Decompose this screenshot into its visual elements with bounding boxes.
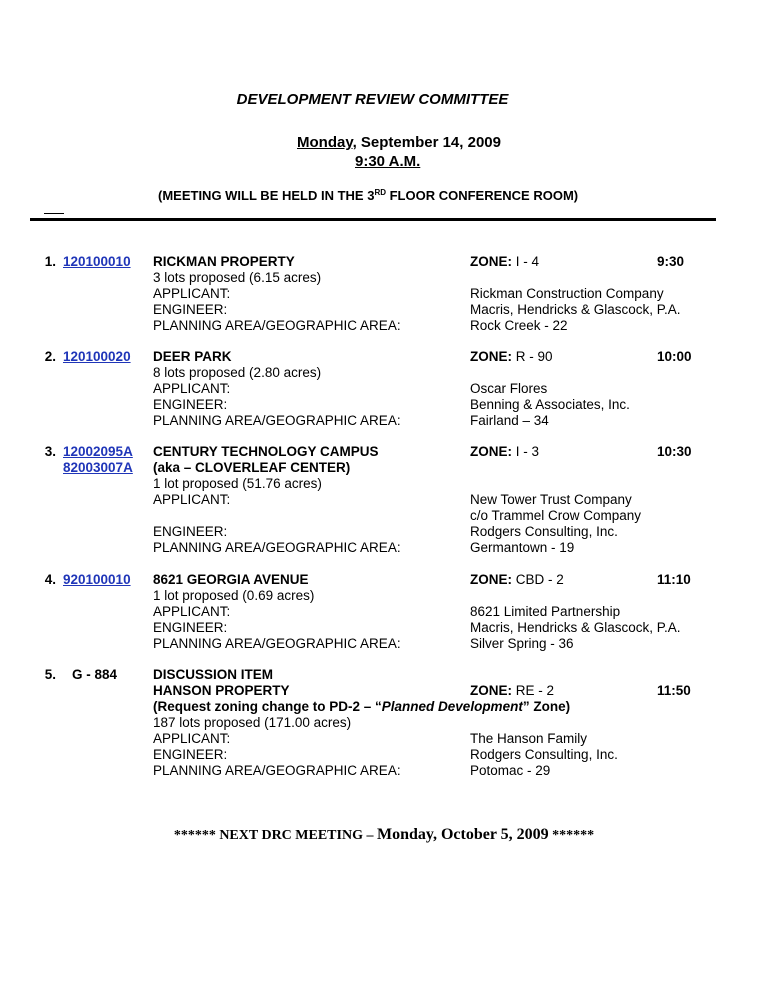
zone-value: CBD - 2 (512, 572, 564, 587)
item-name: HANSON PROPERTY (153, 683, 290, 698)
planning-area-label: PLANNING AREA/GEOGRAPHIC AREA: (153, 636, 401, 651)
applicant-value: Rickman Construction Company (470, 286, 664, 301)
zone-label: ZONE: (470, 349, 512, 364)
engineer-value: Benning & Associates, Inc. (470, 397, 630, 412)
zone-label: ZONE: (470, 254, 512, 269)
meeting-location (158, 188, 578, 204)
item-time: 10:00 (657, 349, 692, 364)
item-name: 8621 GEORGIA AVENUE (153, 572, 309, 587)
applicant-value: 8621 Limited Partnership (470, 604, 621, 619)
item-name: RICKMAN PROPERTY (153, 254, 295, 269)
item-time: 11:50 (657, 683, 691, 698)
request-text-emphasis: Planned Development (381, 699, 523, 714)
engineer-value: Macris, Hendricks & Glascock, P.A. (470, 620, 681, 635)
plan-number-link[interactable]: 12002095A (63, 444, 133, 459)
lots-proposed: 8 lots proposed (2.80 acres) (153, 365, 322, 380)
item-time: 11:10 (657, 572, 691, 587)
applicant-label: APPLICANT: (153, 731, 231, 746)
engineer-label: ENGINEER: (153, 302, 228, 317)
item-aka: (aka – CLOVERLEAF CENTER) (153, 460, 351, 475)
divider-tick (44, 213, 64, 214)
engineer-value: Macris, Hendricks & Glascock, P.A. (470, 302, 681, 317)
engineer-label: ENGINEER: (153, 397, 228, 412)
zone-label: ZONE: (470, 683, 512, 698)
room-superscript: RD (374, 188, 386, 197)
zone-value: I - 4 (512, 254, 540, 269)
room-text-pre: (MEETING WILL BE HELD IN THE 3 (158, 188, 375, 203)
plan-number-link[interactable]: 82003007A (63, 460, 133, 475)
zone-field (470, 683, 554, 699)
zoning-request (153, 699, 570, 715)
engineer-label: ENGINEER: (153, 524, 228, 539)
engineer-value: Rodgers Consulting, Inc. (470, 524, 618, 539)
zone-label: ZONE: (470, 444, 512, 459)
item-number: 5. (44, 667, 56, 682)
item-number: 3. (44, 444, 56, 459)
request-text-pre: (Request zoning change to PD-2 – “ (153, 699, 382, 714)
zone-field (470, 444, 539, 460)
item-name: CENTURY TECHNOLOGY CAMPUS (153, 444, 379, 459)
discussion-label: DISCUSSION ITEM (153, 667, 274, 682)
planning-area-label: PLANNING AREA/GEOGRAPHIC AREA: (153, 763, 401, 778)
zone-field (470, 254, 539, 270)
next-meeting-pre: ****** NEXT DRC MEETING – (173, 828, 377, 843)
applicant-value: The Hanson Family (470, 731, 588, 746)
applicant-value: New Tower Trust Company (470, 492, 632, 507)
planning-area-value: Germantown - 19 (470, 540, 575, 555)
item-code: G - 884 (72, 667, 118, 682)
item-number: 4. (44, 572, 56, 587)
engineer-label: ENGINEER: (153, 747, 228, 762)
zone-field (470, 349, 553, 365)
lots-proposed: 187 lots proposed (171.00 acres) (153, 715, 352, 730)
page-title: DEVELOPMENT REVIEW COMMITTEE (236, 91, 509, 108)
lots-proposed: 1 lot proposed (0.69 acres) (153, 588, 315, 603)
applicant-value: Oscar Flores (470, 381, 548, 396)
meeting-day: Monday (297, 134, 353, 151)
item-number: 2. (44, 349, 56, 364)
plan-number-link[interactable]: 120100020 (63, 349, 131, 364)
planning-area-value: Rock Creek - 22 (470, 318, 568, 333)
plan-number-link[interactable]: 120100010 (63, 254, 131, 269)
zone-value: RE - 2 (512, 683, 555, 698)
item-time: 10:30 (657, 444, 692, 459)
planning-area-label: PLANNING AREA/GEOGRAPHIC AREA: (153, 413, 401, 428)
planning-area-value: Fairland – 34 (470, 413, 549, 428)
meeting-date-rest: , September 14, 2009 (352, 134, 501, 151)
applicant-value-2: c/o Trammel Crow Company (470, 508, 642, 523)
zone-value: I - 3 (512, 444, 540, 459)
plan-number-link[interactable]: 920100010 (63, 572, 131, 587)
zone-field (470, 572, 564, 588)
next-meeting-post: ****** (548, 828, 595, 843)
item-name: DEER PARK (153, 349, 232, 364)
zone-label: ZONE: (470, 572, 512, 587)
next-meeting-date: Monday, October 5, 2009 (376, 826, 549, 843)
planning-area-value: Potomac - 29 (470, 763, 551, 778)
lots-proposed: 1 lot proposed (51.76 acres) (153, 476, 322, 491)
zone-value: R - 90 (512, 349, 553, 364)
applicant-label: APPLICANT: (153, 492, 231, 507)
item-time: 9:30 (657, 254, 685, 269)
item-number: 1. (44, 254, 56, 269)
engineer-label: ENGINEER: (153, 620, 228, 635)
room-text-post: FLOOR CONFERENCE ROOM) (386, 188, 579, 203)
applicant-label: APPLICANT: (153, 604, 231, 619)
applicant-label: APPLICANT: (153, 381, 231, 396)
meeting-time: 9:30 A.M. (355, 153, 421, 170)
planning-area-label: PLANNING AREA/GEOGRAPHIC AREA: (153, 318, 401, 333)
meeting-date (297, 133, 501, 152)
applicant-label: APPLICANT: (153, 286, 231, 301)
planning-area-value: Silver Spring - 36 (470, 636, 574, 651)
lots-proposed: 3 lots proposed (6.15 acres) (153, 270, 322, 285)
next-meeting-notice (0, 826, 768, 845)
header-divider (30, 218, 716, 221)
planning-area-label: PLANNING AREA/GEOGRAPHIC AREA: (153, 540, 401, 555)
request-text-post: ” Zone) (522, 699, 571, 714)
engineer-value: Rodgers Consulting, Inc. (470, 747, 618, 762)
